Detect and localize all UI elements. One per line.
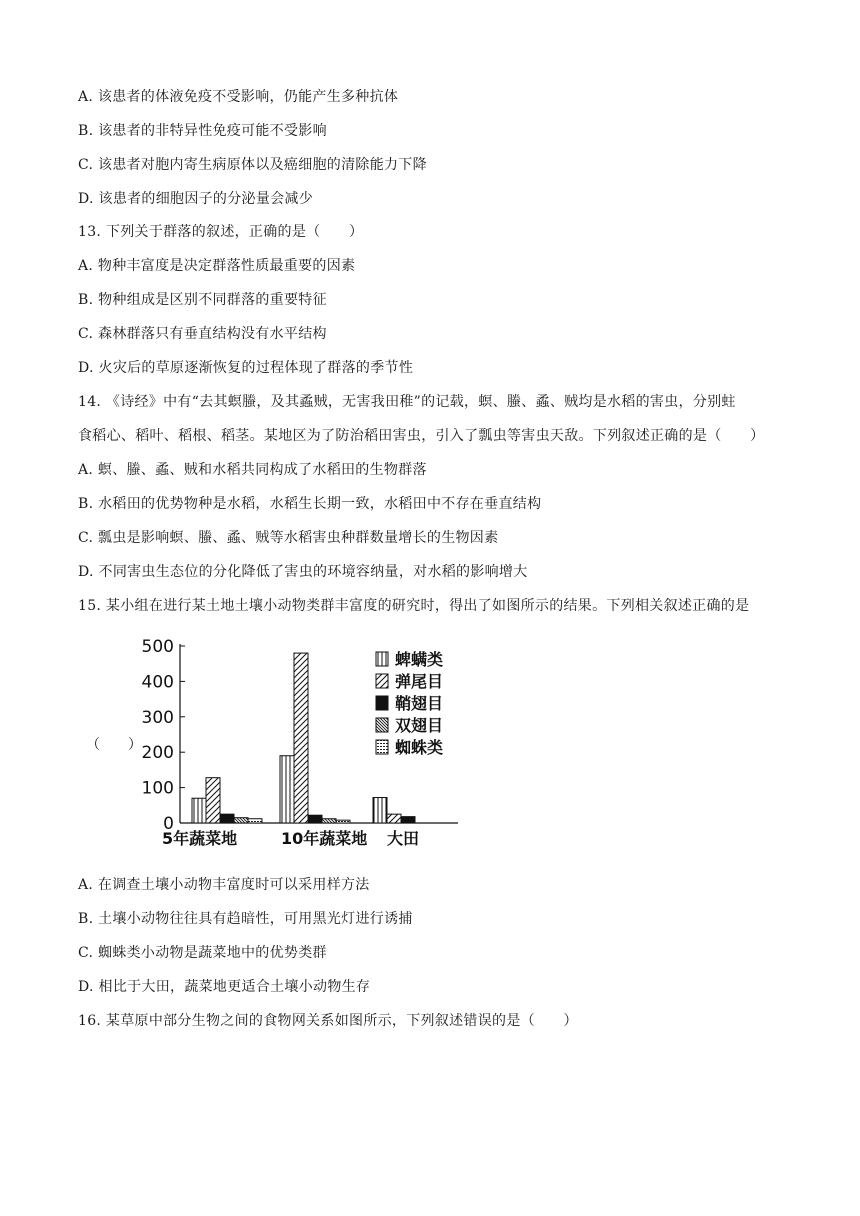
- line-c-14: C. 瓢虫是影响螟、螣、蟊、贼等水稻害虫种群数量增长的生物因素: [78, 530, 499, 546]
- legend-swatch: [376, 652, 388, 666]
- bar: [248, 819, 262, 823]
- legend-swatch: [376, 696, 388, 710]
- bar: [192, 798, 206, 823]
- bar: [336, 820, 350, 823]
- bar: [401, 817, 415, 823]
- bar: [373, 798, 387, 823]
- y-tick-label: 400: [141, 672, 174, 693]
- bar: [206, 778, 220, 823]
- line-b-12: B. 该患者的非特异性免疫可能不受影响: [78, 123, 327, 139]
- line-d-14: D. 不同害虫生态位的分化降低了害虫的环境容纳量，对水稻的影响增大: [78, 564, 528, 580]
- legend-label: 蜘蛛类: [395, 738, 444, 757]
- line-d-13: D. 火灾后的草原逐渐恢复的过程体现了群落的季节性: [78, 360, 414, 376]
- line-d-12: D. 该患者的细胞因子的分泌量会减少: [78, 191, 314, 207]
- bar: [294, 653, 308, 823]
- question-16: 16. 某草原中部分生物之间的食物网关系如图所示，下列叙述错误的是（ ）: [78, 1013, 578, 1029]
- answer-paren: （ ）: [86, 737, 142, 753]
- question-13: 13. 下列关于群落的叙述，正确的是（ ）: [78, 224, 364, 240]
- line-b-14: B. 水稻田的优势物种是水稻，水稻生长期一致，水稻田中不存在垂直结构: [78, 496, 542, 512]
- legend-swatch: [376, 740, 388, 754]
- line-a-14: A. 螟、螣、蟊、贼和水稻共同构成了水稻田的生物群落: [78, 462, 427, 478]
- x-tick-label: 5年蔬菜地: [162, 829, 238, 848]
- bar: [234, 818, 248, 823]
- question-14-line1: 14. 《诗经》中有“去其螟螣，及其蟊贼，无害我田稚”的记载，螟、螣、蟊、贼均是水稻的害虫，分别蛀: [78, 394, 736, 410]
- chart-svg: [140, 634, 470, 854]
- y-tick-label: 500: [141, 637, 174, 657]
- bar: [280, 756, 294, 823]
- y-tick-label: 0: [163, 814, 174, 834]
- bar-chart: [140, 634, 470, 854]
- bar: [387, 814, 401, 823]
- line-b-15: B. 土壤小动物往往具有趋暗性，可用黑光灯进行诱捕: [78, 911, 413, 927]
- legend-label: 弹尾目: [395, 672, 444, 691]
- bar: [220, 814, 234, 823]
- legend-label: 蜱螨类: [395, 650, 444, 669]
- line-a-15: A. 在调查土壤小动物丰富度时可以采用样方法: [78, 877, 370, 893]
- legend-swatch: [376, 718, 388, 732]
- bar: [308, 815, 322, 823]
- question-15: 15. 某小组在进行某土地土壤小动物类群丰富度的研究时，得出了如图所示的结果。下列相关叙述正确的是: [78, 598, 750, 614]
- line-c-12: C. 该患者对胞内寄生病原体以及癌细胞的清除能力下降: [78, 157, 427, 173]
- line-b-13: B. 物种组成是区别不同群落的重要特征: [78, 292, 327, 308]
- line-a-12: A. 该患者的体液免疫不受影响，仍能产生多种抗体: [78, 89, 399, 105]
- legend-label: 鞘翅目: [395, 694, 444, 713]
- y-tick-label: 100: [141, 778, 174, 799]
- x-tick-label: 大田: [387, 829, 420, 848]
- bar: [322, 819, 336, 823]
- legend-swatch: [376, 674, 388, 688]
- x-tick-label: 10年蔬菜地: [281, 829, 368, 848]
- line-c-15: C. 蜘蛛类小动物是蔬菜地中的优势类群: [78, 945, 327, 961]
- y-tick-label: 300: [141, 707, 174, 728]
- line-a-13: A. 物种丰富度是决定群落性质最重要的因素: [78, 258, 356, 274]
- legend-label: 双翅目: [395, 716, 444, 735]
- line-d-15: D. 相比于大田，蔬菜地更适合土壤小动物生存: [78, 979, 371, 995]
- line-c-13: C. 森林群落只有垂直结构没有水平结构: [78, 326, 327, 342]
- question-14-line2: 食稻心、稻叶、稻根、稻茎。某地区为了防治稻田害虫，引入了瓢虫等害虫天敌。下列叙述正确的是（ ）: [78, 428, 765, 444]
- y-tick-label: 200: [141, 743, 174, 764]
